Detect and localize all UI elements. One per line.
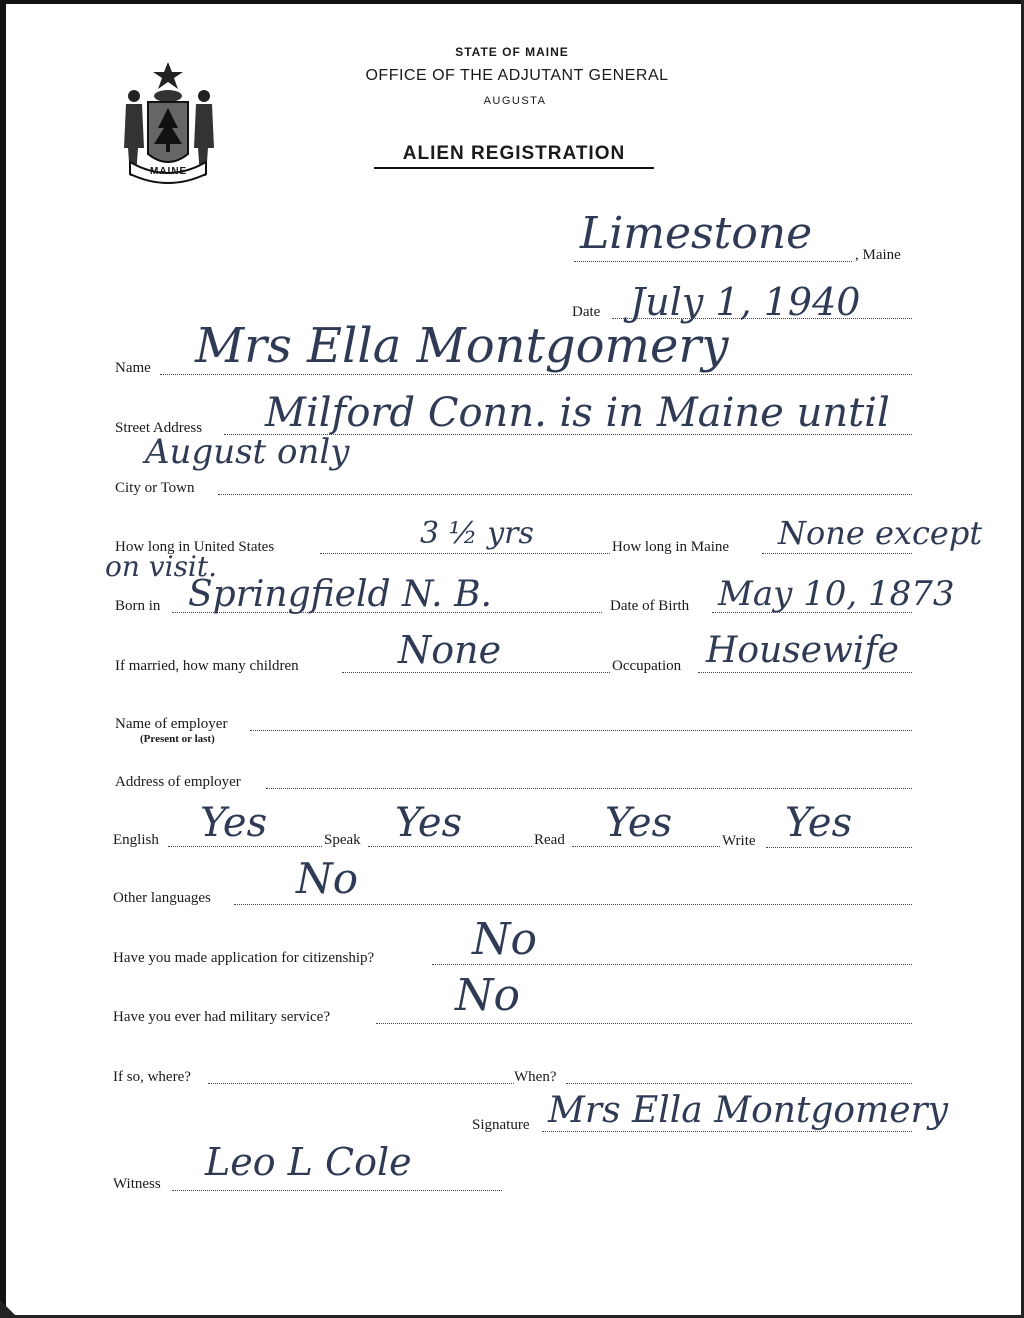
how-long-maine-value: None except: [778, 514, 983, 552]
employer-name-sublabel: (Present or last): [140, 733, 215, 745]
write-label: Write: [722, 833, 756, 849]
write-value: Yes: [785, 800, 853, 846]
date-label: Date: [572, 304, 601, 320]
street-address-value: Milford Conn. is in Maine until: [265, 390, 890, 436]
born-in-value: Springfield N. B.: [188, 574, 492, 615]
scan-border-top: [0, 0, 1024, 4]
citizenship-value: No: [472, 914, 537, 965]
other-languages-line: [234, 904, 912, 905]
header-office: OFFICE OF THE ADJUTANT GENERAL: [365, 67, 669, 84]
employer-address-label: Address of employer: [115, 774, 241, 790]
signature-label: Signature: [472, 1117, 530, 1133]
if-so-where-line: [208, 1083, 514, 1084]
other-languages-label: Other languages: [113, 890, 211, 906]
city-label: City or Town: [115, 480, 195, 496]
scan-border-left: [0, 0, 6, 1318]
children-line: [342, 672, 610, 673]
witness-line: [172, 1190, 502, 1191]
born-in-label: Born in: [115, 598, 161, 614]
other-languages-value: No: [296, 854, 359, 903]
speak-value: Yes: [395, 800, 463, 846]
read-value: Yes: [605, 800, 673, 846]
how-long-us-label: How long in United States: [115, 539, 275, 555]
scan-corner-artifact: [0, 1300, 18, 1318]
how-long-maine-line: [762, 553, 912, 554]
military-label: Have you ever had military service?: [113, 1009, 330, 1025]
employer-name-line: [250, 730, 912, 731]
form-title: ALIEN REGISTRATION: [374, 143, 654, 169]
english-label: English: [113, 832, 159, 848]
children-label: If married, how many children: [115, 658, 299, 674]
date-value: July 1, 1940: [630, 280, 861, 324]
occupation-label: Occupation: [612, 658, 682, 674]
name-line: [160, 374, 912, 375]
employer-name-label: Name of employer: [115, 716, 228, 732]
signature-line: [542, 1131, 912, 1132]
read-label: Read: [534, 832, 565, 848]
occupation-line: [698, 672, 912, 673]
speak-label: Speak: [324, 832, 361, 848]
children-value: None: [398, 628, 502, 672]
date-of-birth-value: May 10, 1873: [718, 574, 955, 614]
citizenship-label: Have you made application for citizenship?: [113, 950, 375, 966]
employer-address-line: [266, 788, 912, 789]
name-value: Mrs Ella Montgomery: [195, 318, 729, 374]
name-label: Name: [115, 360, 151, 376]
how-long-us-line: [320, 553, 610, 554]
english-line: [168, 846, 322, 847]
street-address-continuation: August only: [145, 432, 350, 472]
place-line: [574, 261, 852, 262]
header-city: AUGUSTA: [483, 95, 547, 107]
read-line: [572, 846, 720, 847]
witness-value: Leo L Cole: [205, 1140, 412, 1184]
city-line: [218, 494, 912, 495]
witness-label: Witness: [113, 1176, 161, 1192]
military-line: [376, 1023, 912, 1024]
if-so-where-label: If so, where?: [113, 1069, 191, 1085]
occupation-value: Housewife: [706, 630, 899, 671]
how-long-maine-label: How long in Maine: [612, 539, 730, 555]
when-line: [566, 1083, 912, 1084]
place-suffix: , Maine: [855, 247, 901, 263]
header-state: STATE OF MAINE: [455, 45, 569, 59]
how-long-maine-continuation: on visit.: [105, 550, 218, 583]
seal-motto: MAINE: [150, 166, 188, 177]
how-long-us-value: 3 ½ yrs: [420, 516, 534, 551]
date-of-birth-label: Date of Birth: [610, 598, 690, 614]
speak-line: [368, 846, 532, 847]
place-value: Limestone: [580, 208, 813, 259]
street-address-label: Street Address: [115, 420, 203, 436]
military-value: No: [455, 970, 520, 1021]
english-value: Yes: [200, 800, 268, 846]
signature-value: Mrs Ella Montgomery: [548, 1090, 949, 1131]
write-line: [766, 847, 912, 848]
when-label: When?: [514, 1069, 557, 1085]
